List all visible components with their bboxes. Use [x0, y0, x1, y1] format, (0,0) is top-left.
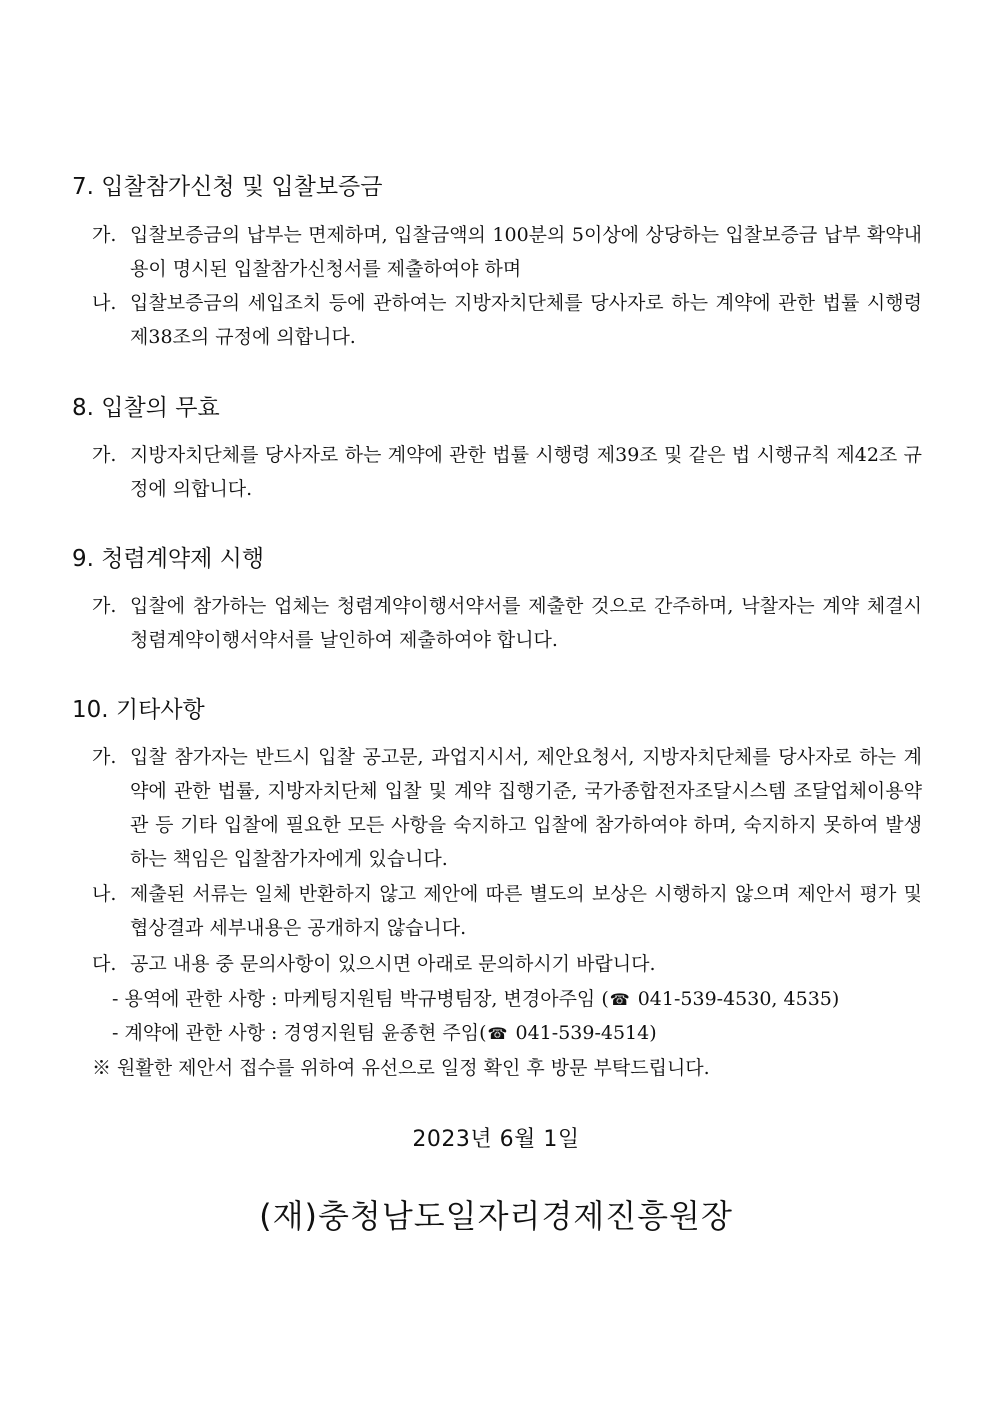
section-8-title: 8. 입찰의 무효 — [72, 395, 220, 421]
notice-text: ※ 원활한 제안서 접수를 위하여 유선으로 일정 확인 후 방문 부탁드립니다. — [92, 1057, 710, 1079]
contact-label: - 계약에 관한 사항 : 경영지원팀 윤종현 주임( — [112, 1022, 487, 1044]
contact-number: 041-539-4514) — [509, 1022, 657, 1044]
phone-icon: ☎ — [487, 1024, 508, 1043]
section-10-item-a — [92, 740, 922, 876]
contact-label: - 용역에 관한 사항 : 마케팅지원팀 박규병팀장, 변경아주임 ( — [112, 988, 609, 1010]
item-marker: 가. — [92, 224, 117, 246]
section-10-item-c — [92, 947, 922, 981]
item-text: 공고 내용 중 문의사항이 있으시면 아래로 문의하시기 바랍니다. — [130, 953, 656, 975]
section-9-title: 9. 청렴계약제 시행 — [72, 546, 265, 572]
section-10-title: 10. 기타사항 — [72, 697, 205, 723]
item-marker: 나. — [92, 292, 117, 314]
item-text: 지방자치단체를 당사자로 하는 계약에 관한 법률 시행령 제39조 및 같은 법 시행규칙 제42조 규정에 의합니다. — [130, 444, 922, 500]
item-marker: 가. — [92, 444, 117, 466]
item-text: 제출된 서류는 일체 반환하지 않고 제안에 따른 별도의 보상은 시행하지 않으며 제안서 평가 및 협상결과 세부내용은 공개하지 않습니다. — [130, 883, 922, 939]
document-date: 2023년 6월 1일 — [412, 1127, 580, 1152]
phone-icon: ☎ — [609, 990, 630, 1009]
section-10-item-b — [92, 877, 922, 945]
contact-service — [112, 982, 839, 1017]
item-text: 입찰보증금의 세입조치 등에 관하여는 지방자치단체를 당사자로 하는 계약에 관한 법률 시행령 제38조의 규정에 의합니다. — [130, 292, 922, 348]
item-text: 입찰 참가자는 반드시 입찰 공고문, 과업지시서, 제안요청서, 지방자치단체를 당사자로 하는 계약에 관한 법률, 지방자치단체 입찰 및 계약 집행기준, 국가종합전자조달시스템 조달업체이용약관 등 기타 입찰에 필요한 모든 사항을 숙지하고 입찰에 참가하여야 하며, 숙지하지 못하여 발생하는 책임은 입찰참가자에게 있습니다. — [130, 746, 922, 870]
item-marker: 가. — [92, 746, 117, 768]
item-text: 입찰에 참가하는 업체는 청렴계약이행서약서를 제출한 것으로 간주하며, 낙찰자는 계약 체결시 청렴계약이행서약서를 날인하여 제출하여야 합니다. — [130, 595, 922, 651]
item-marker: 다. — [92, 953, 117, 975]
section-7-item-a — [92, 218, 922, 286]
section-7-title: 7. 입찰참가신청 및 입찰보증금 — [72, 174, 383, 200]
section-7-item-b — [92, 286, 922, 354]
item-marker: 가. — [92, 595, 117, 617]
item-marker: 나. — [92, 883, 117, 905]
contact-number: 041-539-4530, 4535) — [631, 988, 840, 1010]
organization-name: (재)충청남도일자리경제진흥원장 — [259, 1197, 733, 1235]
item-text: 입찰보증금의 납부는 면제하며, 입찰금액의 100분의 5이상에 상당하는 입찰보증금 납부 확약내용이 명시된 입찰참가신청서를 제출하여야 하며 — [130, 224, 922, 280]
section-8-item-a — [92, 438, 922, 506]
section-9-item-a — [92, 589, 922, 657]
contact-contract — [112, 1016, 657, 1051]
